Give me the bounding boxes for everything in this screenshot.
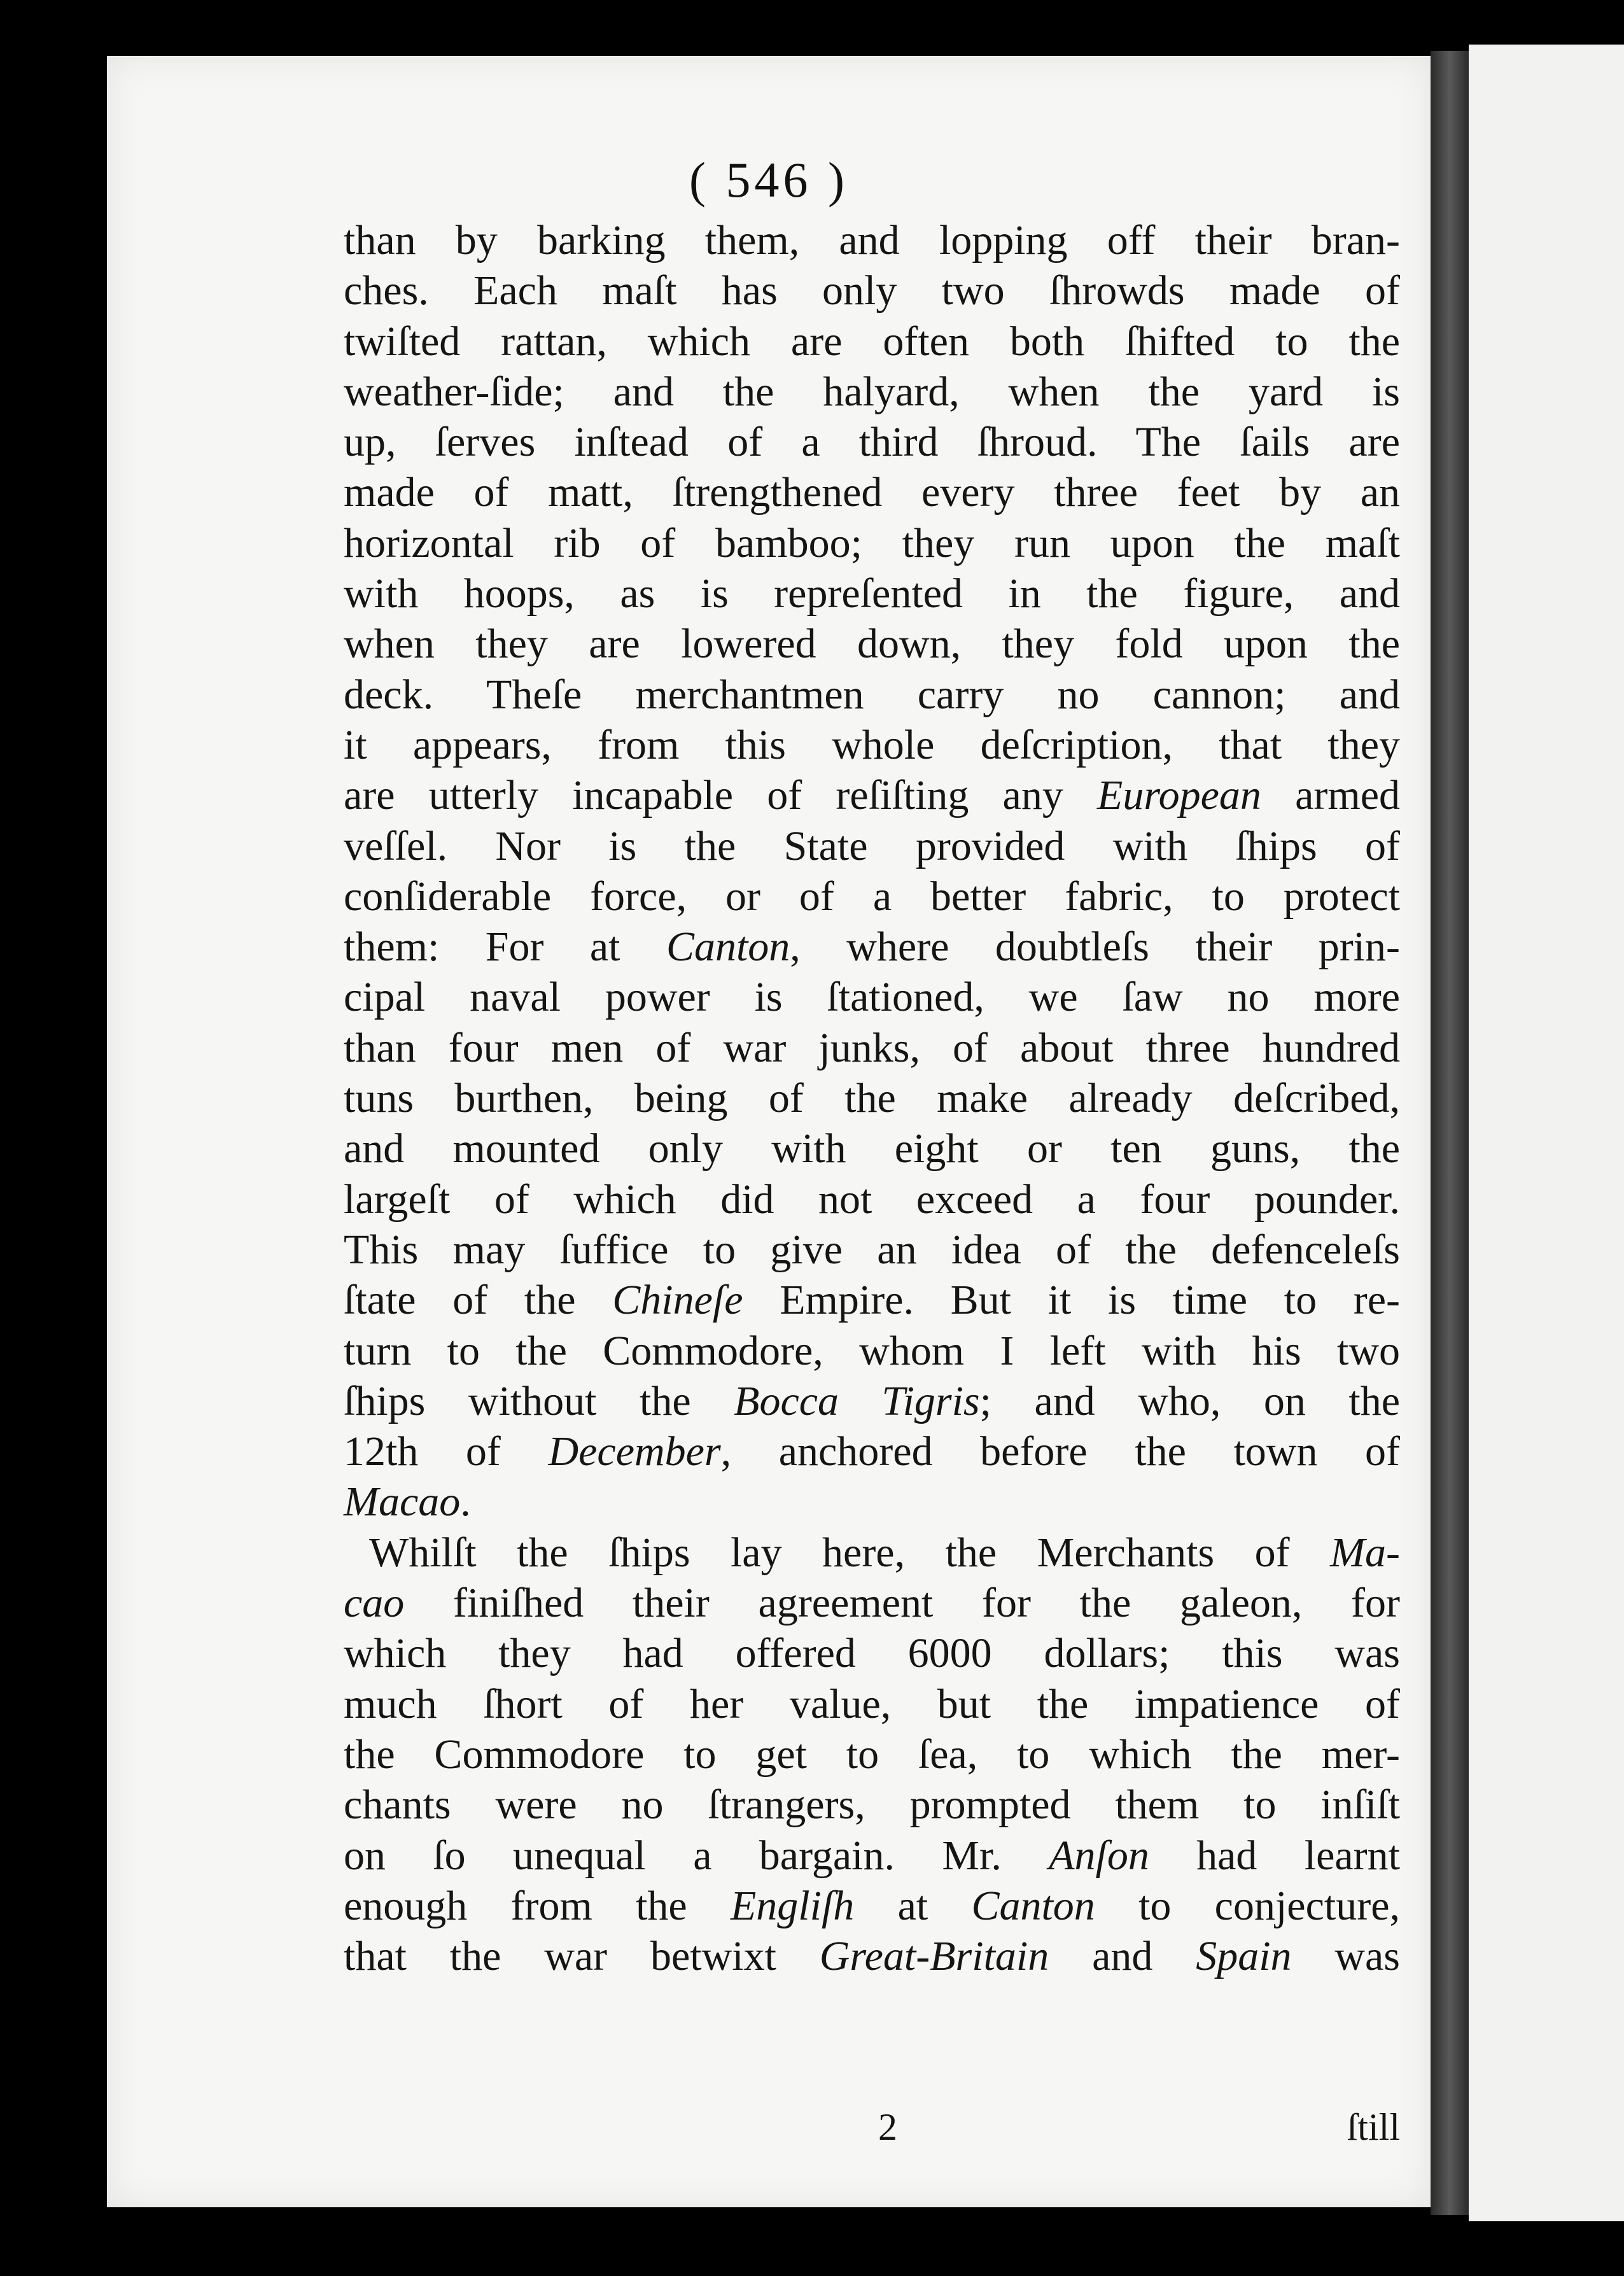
italic-word: Engliſh	[730, 1882, 855, 1929]
text-line: ſtate of the Chineſe Empire. But it is time to re-	[344, 1277, 1400, 1324]
text-line: This may ſuffice to give an idea of the defenceleſs	[344, 1226, 1400, 1273]
text-line: are utterly incapable of reſiſting any European armed	[344, 772, 1400, 819]
text-line: conſiderable force, or of a better fabric, to protect	[344, 873, 1400, 920]
text-line: cao finiſhed their agreement for the galeon, for	[344, 1580, 1400, 1627]
text-line: tuns burthen, being of the make already deſcribed,	[344, 1075, 1400, 1122]
italic-word: Chineſe	[612, 1277, 743, 1324]
body-text	[344, 215, 1400, 1981]
text-line: the Commodore to get to ſea, to which the mer-	[344, 1731, 1400, 1778]
book-page	[107, 56, 1431, 2207]
text-line: weather-ſide; and the halyard, when the yard is	[344, 368, 1400, 415]
text-line: on ſo unequal a bargain. Mr. Anſon had learnt	[344, 1832, 1400, 1879]
italic-word: Canton	[971, 1882, 1095, 1929]
text-line: cipal naval power is ſtationed, we ſaw no more	[344, 974, 1400, 1021]
text-line: than four men of war junks, of about three hundred	[344, 1024, 1400, 1071]
text-line: much ſhort of her value, but the impatience of	[344, 1680, 1400, 1727]
text-line: than by barking them, and lopping off their bran-	[344, 217, 1400, 263]
catchword: ſtill	[1347, 2106, 1400, 2148]
text-line: deck. Theſe merchantmen carry no cannon; and	[344, 671, 1400, 718]
italic-word: European	[1097, 772, 1261, 819]
text-line: veſſel. Nor is the State provided with ſhips of	[344, 822, 1400, 869]
italic-word: Canton	[666, 924, 790, 971]
text-line: with hoops, as is repreſented in the figure, and	[344, 570, 1400, 617]
italic-word: Macao	[344, 1479, 461, 1526]
text-line: that the war betwixt Great-Britain and Spain was	[344, 1933, 1400, 1980]
text-line: them: For at Canton, where doubtleſs their prin-	[344, 924, 1400, 971]
page-footer	[344, 2105, 1400, 2156]
italic-word: Anſon	[1049, 1832, 1149, 1879]
signature-mark: 2	[878, 2106, 897, 2148]
text-line: when they are lowered down, they fold upon the	[344, 621, 1400, 668]
text-line: twiſted rattan, which are often both ſhifted to the	[344, 318, 1400, 365]
text-line: largeſt of which did not exceed a four pounder.	[344, 1176, 1400, 1223]
text-line: 12th of December, anchored before the town of	[344, 1428, 1400, 1475]
text-line: turn to the Commodore, whom I left with his two	[344, 1327, 1400, 1374]
text-line: Whilſt the ſhips lay here, the Merchants of Ma-	[369, 1529, 1400, 1576]
italic-word: Great-Britain	[819, 1933, 1049, 1980]
text-line: which they had offered 6000 dollars; this was	[344, 1630, 1400, 1677]
text-line: and mounted only with eight or ten guns, the	[344, 1125, 1400, 1172]
text-line: it appears, from this whole deſcription, that they	[344, 721, 1400, 768]
text-line: made of matt, ſtrengthened every three feet by an	[344, 469, 1400, 516]
italic-word: Spain	[1196, 1933, 1292, 1980]
italic-word: cao	[344, 1580, 405, 1627]
text-line: ſhips without the Bocca Tigris; and who, on the	[344, 1377, 1400, 1424]
text-line: horizontal rib of bamboo; they run upon the maſt	[344, 519, 1400, 566]
text-line: Macao.	[344, 1479, 471, 1526]
text-line: enough from the Engliſh at Canton to conjecture,	[344, 1882, 1400, 1929]
italic-word: December	[548, 1428, 721, 1475]
italic-word: Bocca Tigris	[734, 1377, 980, 1424]
facing-page-edge	[1469, 45, 1624, 2221]
text-line: chants were no ſtrangers, prompted them to inſiſt	[344, 1781, 1400, 1829]
book-gutter	[1431, 51, 1469, 2215]
italic-word: Ma-	[1330, 1529, 1400, 1576]
text-line: up, ſerves inſtead of a third ſhroud. The ſails are	[344, 419, 1400, 466]
text-line: ches. Each maſt has only two ſhrowds made of	[344, 267, 1400, 314]
page-number: ( 546 )	[689, 152, 848, 207]
